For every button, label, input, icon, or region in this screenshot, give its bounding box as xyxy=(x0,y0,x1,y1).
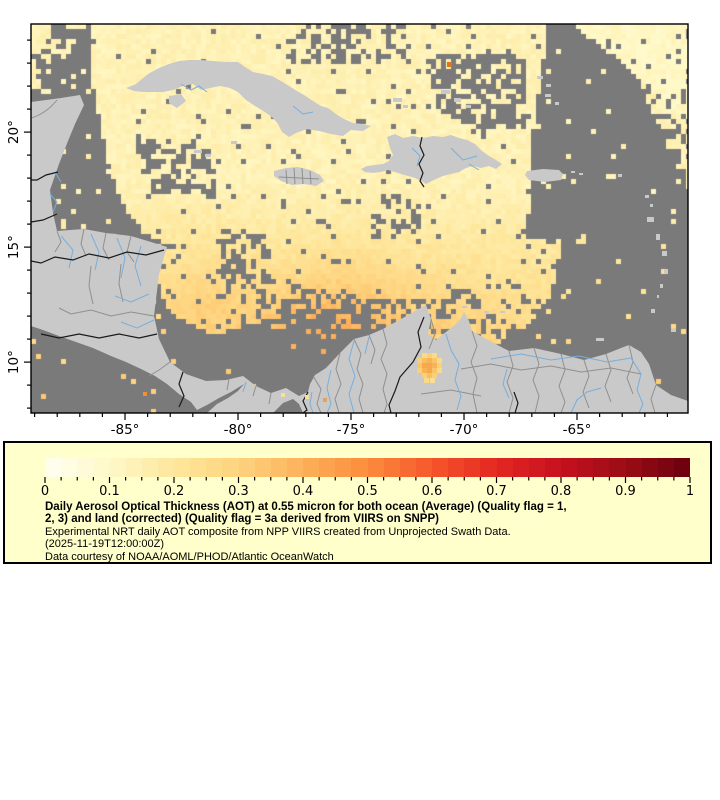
svg-text:-85°: -85° xyxy=(110,422,140,438)
colorbar-tick-label: 0.5 xyxy=(357,484,378,499)
legend-box xyxy=(3,441,712,564)
colorbar-segment xyxy=(351,458,367,477)
colorbar-segment xyxy=(497,458,513,477)
caption-info-line1: Experimental NRT daily AOT composite from NPP VIIRS created from Unprojected Swath Data. xyxy=(45,525,511,538)
colorbar-segment xyxy=(384,458,400,477)
colorbar-segment xyxy=(158,458,174,477)
colorbar-segment xyxy=(416,458,432,477)
colorbar-segment xyxy=(609,458,625,477)
colorbar-segment xyxy=(93,458,109,477)
colorbar-tick-label: 0.2 xyxy=(163,484,185,499)
colorbar-segment xyxy=(545,458,561,477)
caption-info-line2: (2025-11-19T12:00:00Z) xyxy=(45,538,165,551)
colorbar-segment xyxy=(77,458,93,477)
colorbar-tick-label: 0.3 xyxy=(228,484,249,499)
colorbar-segment xyxy=(674,458,690,477)
colorbar-tick-label: 0.4 xyxy=(292,484,314,499)
colorbar-segment xyxy=(529,458,545,477)
land-cuba xyxy=(126,60,371,137)
colorbar-segment xyxy=(142,458,158,477)
colorbar-segment xyxy=(239,458,255,477)
svg-text:-75°: -75° xyxy=(336,422,366,438)
colorbar-segment xyxy=(642,458,658,477)
colorbar-segment xyxy=(255,458,271,477)
colorbar-tick-label: 0.9 xyxy=(615,484,636,499)
colorbar-segment xyxy=(45,458,61,477)
colorbar-segment xyxy=(626,458,642,477)
colorbar-segment xyxy=(658,458,674,477)
colorbar xyxy=(45,458,690,477)
colorbar-tick-label: 1 xyxy=(685,484,695,499)
colorbar-segment xyxy=(61,458,77,477)
svg-text:-80°: -80° xyxy=(223,422,253,438)
caption-info-line3: Data courtesy of NOAA/AOML/PHOD/Atlantic OceanWatch xyxy=(45,550,334,563)
x-axis-ticks xyxy=(35,413,668,420)
svg-text:20°: 20° xyxy=(6,120,22,145)
colorbar-segment xyxy=(448,458,464,477)
land-puerto-rico xyxy=(525,169,563,182)
y-axis-labels xyxy=(6,120,22,374)
land-hispaniola xyxy=(361,134,502,184)
colorbar-segment xyxy=(319,458,335,477)
colorbar-tick-label: 0.6 xyxy=(421,484,443,499)
caption xyxy=(45,501,567,563)
land-americas xyxy=(31,95,688,413)
land-jamaica xyxy=(274,167,324,186)
colorbar-segment xyxy=(400,458,416,477)
colorbar-segment xyxy=(513,458,529,477)
svg-text:15°: 15° xyxy=(6,235,22,260)
colorbar-segment xyxy=(577,458,593,477)
caption-title-line1: Daily Aerosol Optical Thickness (AOT) at 0.55 micron for both ocean (Average) (Quality flag = 1, xyxy=(45,501,567,513)
svg-text:-70°: -70° xyxy=(449,422,479,438)
colorbar-tick-label: 0.8 xyxy=(550,484,572,499)
land-isla-juventud xyxy=(169,94,186,108)
colorbar-tick-label: 0 xyxy=(40,484,50,499)
svg-text:-65°: -65° xyxy=(562,422,592,438)
svg-text:10°: 10° xyxy=(6,350,22,375)
colorbar-segment xyxy=(190,458,206,477)
colorbar-segment xyxy=(368,458,384,477)
small-islands xyxy=(194,76,676,341)
y-axis-ticks xyxy=(24,40,31,408)
colorbar-segment xyxy=(432,458,448,477)
x-axis-labels xyxy=(111,422,592,438)
colorbar-segment xyxy=(126,458,142,477)
colorbar-segment xyxy=(287,458,303,477)
colorbar-segment xyxy=(303,458,319,477)
colorbar-segment xyxy=(222,458,238,477)
colorbar-tick-label: 0.1 xyxy=(99,484,120,499)
colorbar-segment xyxy=(464,458,480,477)
colorbar-segment xyxy=(271,458,287,477)
colorbar-segment xyxy=(593,458,609,477)
colorbar-segment xyxy=(480,458,496,477)
colorbar-segment xyxy=(174,458,190,477)
colorbar-segment xyxy=(335,458,351,477)
colorbar-tick-label: 0.7 xyxy=(486,484,507,499)
colorbar-segment xyxy=(561,458,577,477)
caption-title-line2: 2, 3) and land (corrected) (Quality flag = 3a derived from VIIRS on SNPP) xyxy=(45,513,439,526)
colorbar-segment xyxy=(206,458,222,477)
colorbar-segment xyxy=(110,458,126,477)
